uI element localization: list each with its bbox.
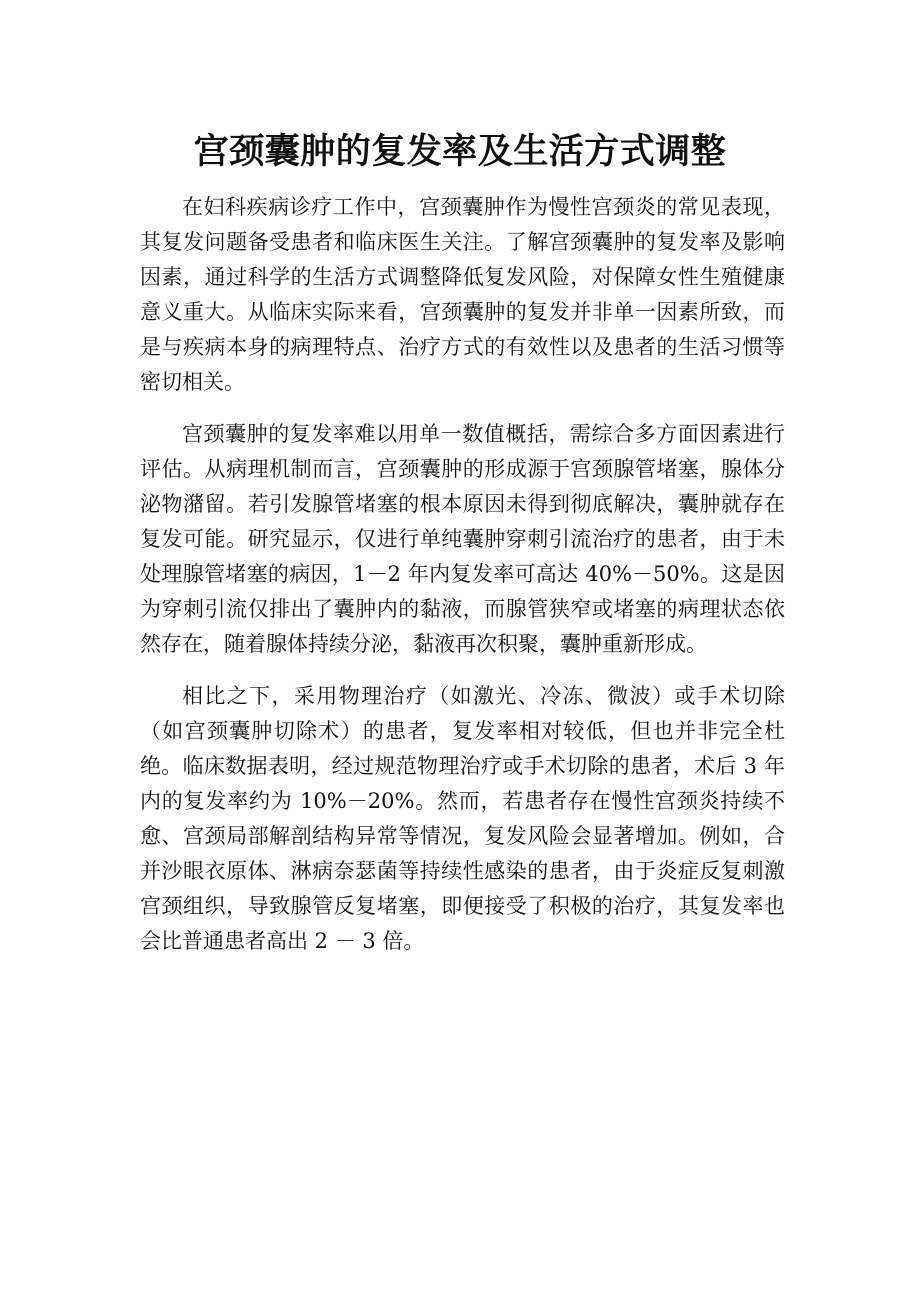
- paragraph-recurrence-rate: 宫颈囊肿的复发率难以用单一数值概括，需综合多方面因素进行评估。从病理机制而言，宫颈囊肿的形成源于宫颈腺管堵塞，腺体分泌物潴留。若引发腺管堵塞的根本原因未得到彻底解决，囊肿就存在复发可能。研究显示，仅进行单纯囊肿穿刺引流治疗的患者，由于未处理腺管堵塞的病因，1－2 年内复发率可高达 40%－50%。这是因为穿刺引流仅排出了囊肿内的黏液，而腺管狭窄或堵塞的病理状态依然存在，随着腺体持续分泌，黏液再次积聚，囊肿重新形成。: [140, 422, 785, 656]
- document-body: [140, 190, 785, 959]
- document-title: 宫颈囊肿的复发率及生活方式调整: [193, 132, 727, 172]
- paragraph-treatment-comparison: 相比之下，采用物理治疗（如激光、冷冻、微波）或手术切除（如宫颈囊肿切除术）的患者，复发率相对较低，但也并非完全杜绝。临床数据表明，经过规范物理治疗或手术切除的患者，术后 3 年内的复发率约为 10%－20%。然而，若患者存在慢性宫颈炎持续不愈、宫颈局部解剖结构异常等情况，复发风险会显著增加。例如，合并沙眼衣原体、淋病奈瑟菌等持续性感染的患者，由于炎症反复刺激宫颈组织，导致腺管反复堵塞，即便接受了积极的治疗，其复发率也会比普通患者高出 2 － 3 倍。: [140, 684, 785, 953]
- paragraph-intro: 在妇科疾病诊疗工作中，宫颈囊肿作为慢性宫颈炎的常见表现，其复发问题备受患者和临床医生关注。了解宫颈囊肿的复发率及影响因素，通过科学的生活方式调整降低复发风险，对保障女性生殖健康意义重大。从临床实际来看，宫颈囊肿的复发并非单一因素所致，而是与疾病本身的病理特点、治疗方式的有效性以及患者的生活习惯等密切相关。: [140, 195, 785, 394]
